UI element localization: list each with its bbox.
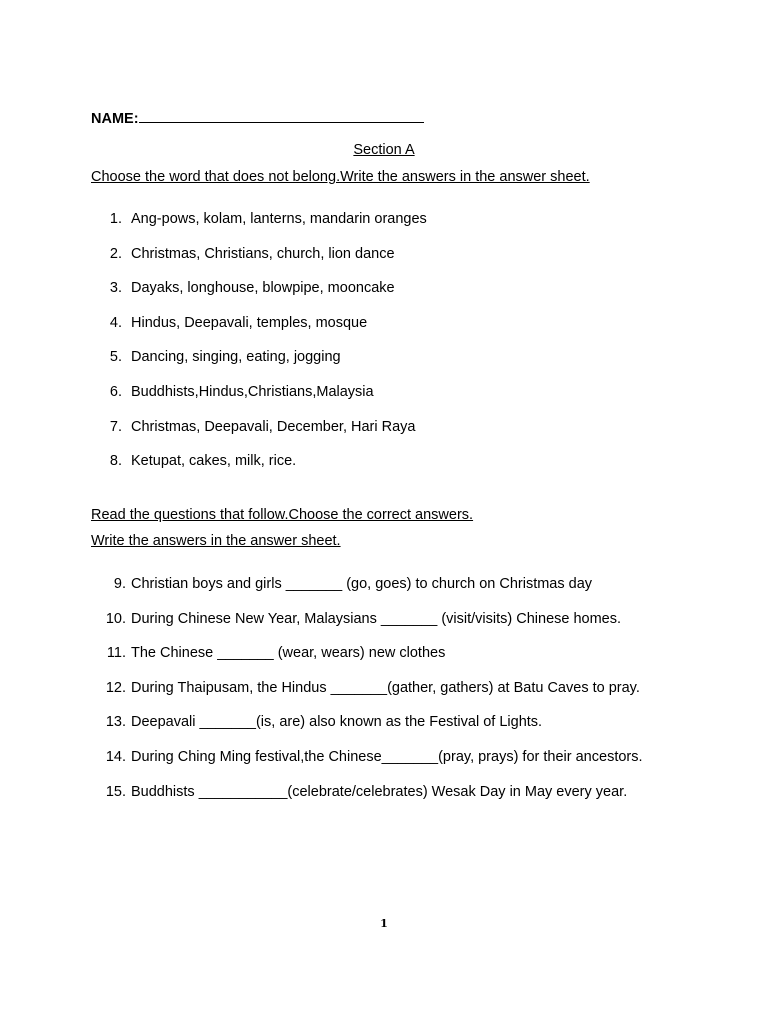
question-text: During Ching Ming festival,the Chinese_______(pray, prays) for their ancestors. <box>131 749 643 765</box>
section-a-instruction: Choose the word that does not belong.Write the answers in the answer sheet. <box>91 169 590 185</box>
question-text: During Thaipusam, the Hindus _______(gather, gathers) at Batu Caves to pray. <box>131 679 640 696</box>
question-number: 6. <box>109 384 122 400</box>
section-b-instruction-line2: Write the answers in the answer sheet. <box>91 533 341 549</box>
section-a-title: Section A <box>353 142 415 158</box>
name-blank-line <box>139 108 424 123</box>
question-item <box>100 645 445 661</box>
question-text: Buddhists ___________(celebrate/celebrates) Wesak Day in May every year. <box>131 783 628 800</box>
question-number: 14. <box>105 749 126 765</box>
question-item <box>100 714 542 730</box>
question-text: Buddhists,Hindus,Christians,Malaysia <box>131 384 374 400</box>
name-label: NAME: <box>91 111 139 127</box>
question-item <box>100 211 427 227</box>
question-number: 15. <box>105 783 126 800</box>
question-text: The Chinese _______ (wear, wears) new clothes <box>131 645 446 662</box>
question-number: 3. <box>109 280 122 297</box>
question-text: Ang-pows, kolam, lanterns, mandarin oranges <box>131 211 427 227</box>
question-text: Christian boys and girls _______ (go, goes) to church on Christmas day <box>131 576 593 592</box>
question-number: 8. <box>109 453 122 470</box>
question-text: During Chinese New Year, Malaysians _______ (visit/visits) Chinese homes. <box>131 610 622 627</box>
question-number: 12. <box>105 679 126 696</box>
question-item <box>100 453 296 469</box>
page-number: 1 <box>380 917 388 930</box>
question-number: 2. <box>109 245 122 262</box>
question-item <box>100 384 374 400</box>
question-text: Christmas, Deepavali, December, Hari Raya <box>131 418 416 435</box>
question-item <box>100 749 643 765</box>
question-item <box>100 349 341 365</box>
question-number: 10. <box>105 610 126 627</box>
question-number: 13. <box>105 714 126 731</box>
question-number: 9. <box>113 576 126 592</box>
question-number: 7. <box>109 418 122 435</box>
name-field <box>91 108 424 127</box>
question-item <box>100 419 415 435</box>
question-item <box>100 280 395 296</box>
section-b-instruction-line1: Read the questions that follow.Choose the correct answers. <box>91 507 474 523</box>
question-text: Ketupat, cakes, milk, rice. <box>131 453 297 470</box>
question-text: Dancing, singing, eating, jogging <box>131 349 341 366</box>
question-text: Christmas, Christians, church, lion dance <box>131 245 395 262</box>
question-item <box>100 784 627 800</box>
question-number: 5. <box>109 349 122 366</box>
question-text: Dayaks, longhouse, blowpipe, mooncake <box>131 280 395 297</box>
question-text: Deepavali _______(is, are) also known as the Festival of Lights. <box>131 714 543 731</box>
question-item <box>100 246 395 262</box>
question-item <box>100 680 640 696</box>
question-item <box>100 315 367 331</box>
question-number: 1. <box>109 211 122 227</box>
question-item <box>100 611 621 627</box>
question-item <box>100 576 592 592</box>
question-number: 4. <box>109 314 122 331</box>
question-number: 11. <box>106 645 126 662</box>
question-text: Hindus, Deepavali, temples, mosque <box>131 314 368 331</box>
